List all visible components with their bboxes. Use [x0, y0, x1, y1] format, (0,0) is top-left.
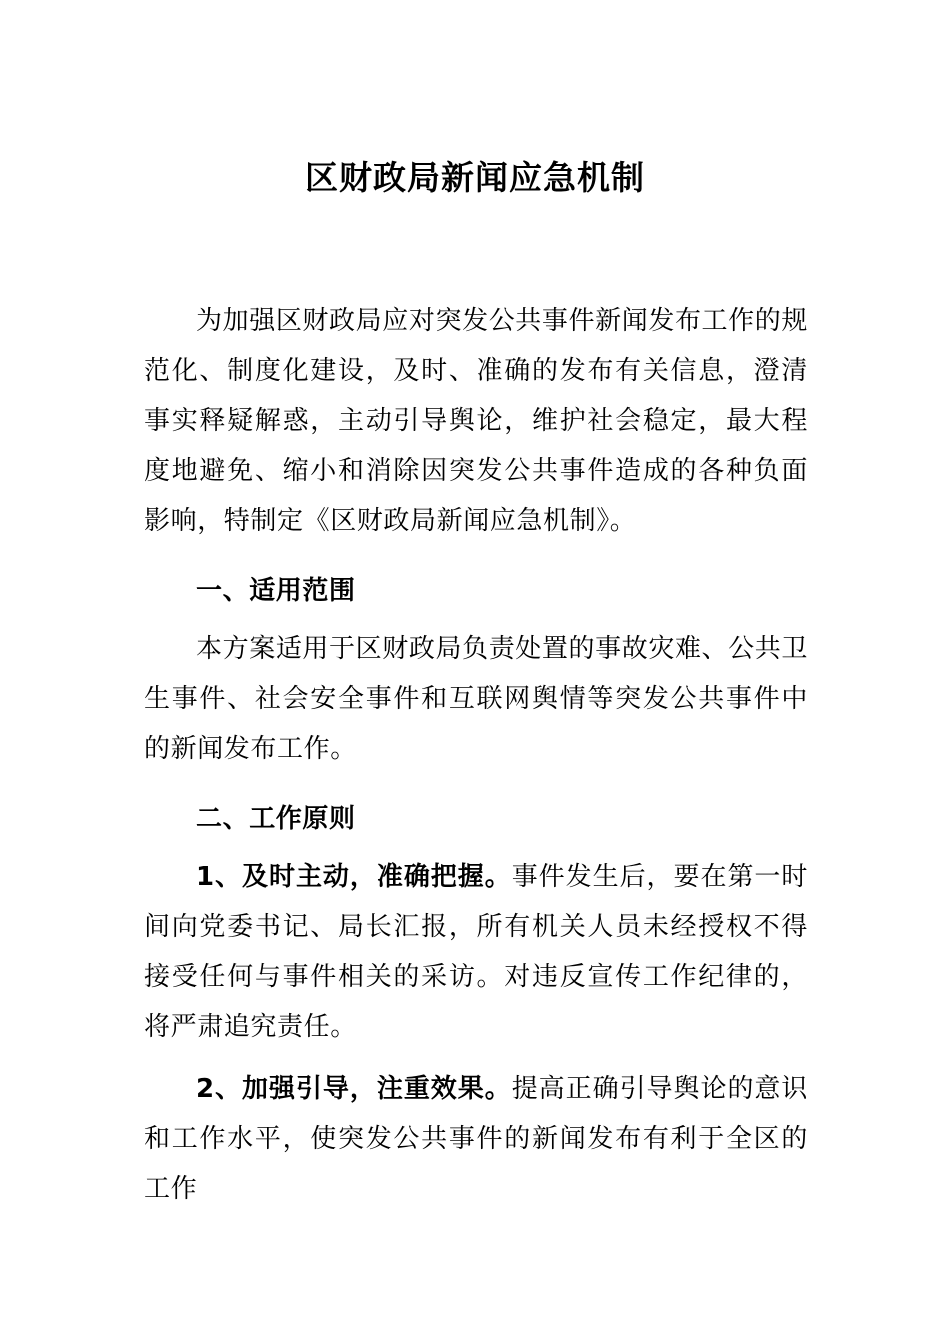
document-title: 区财政局新闻应急机制 [305, 158, 645, 197]
intro-paragraph: 为加强区财政局应对突发公共事件新闻发布工作的规范化、制度化建设，及时、准确的发布有关信息，澄清事实释疑解惑，主动引导舆论，维护社会稳定，最大程度地避免、缩小和消除因突发公共事件造成的各种负面影响，特制定《区财政局新闻应急机制》。 [144, 306, 808, 536]
principle-item-2-text: 提高正确引导舆论的意识和工作水平，使突发公共事件的新闻发布有利于全区的工作 [144, 1074, 808, 1204]
section-heading-principles: 二、工作原则 [196, 804, 356, 834]
document-body [144, 296, 808, 1214]
scope-paragraph: 本方案适用于区财政局负责处置的事故灾难、公共卫生事件、社会安全事件和互联网舆情等突发公共事件中的新闻发布工作。 [144, 634, 808, 764]
principle-item-1 [144, 852, 808, 1052]
principle-item-2 [144, 1064, 808, 1214]
principle-item-2-lead: 2、加强引导，注重效果。 [196, 1074, 512, 1104]
principle-item-1-lead: 1、及时主动，准确把握。 [196, 862, 512, 892]
section-heading-scope: 一、适用范围 [196, 576, 356, 606]
principle-item-1-text: 事件发生后，要在第一时间向党委书记、局长汇报，所有机关人员未经授权不得接受任何与事件相关的采访。对违反宣传工作纪律的，将严肃追究责任。 [144, 862, 808, 1042]
